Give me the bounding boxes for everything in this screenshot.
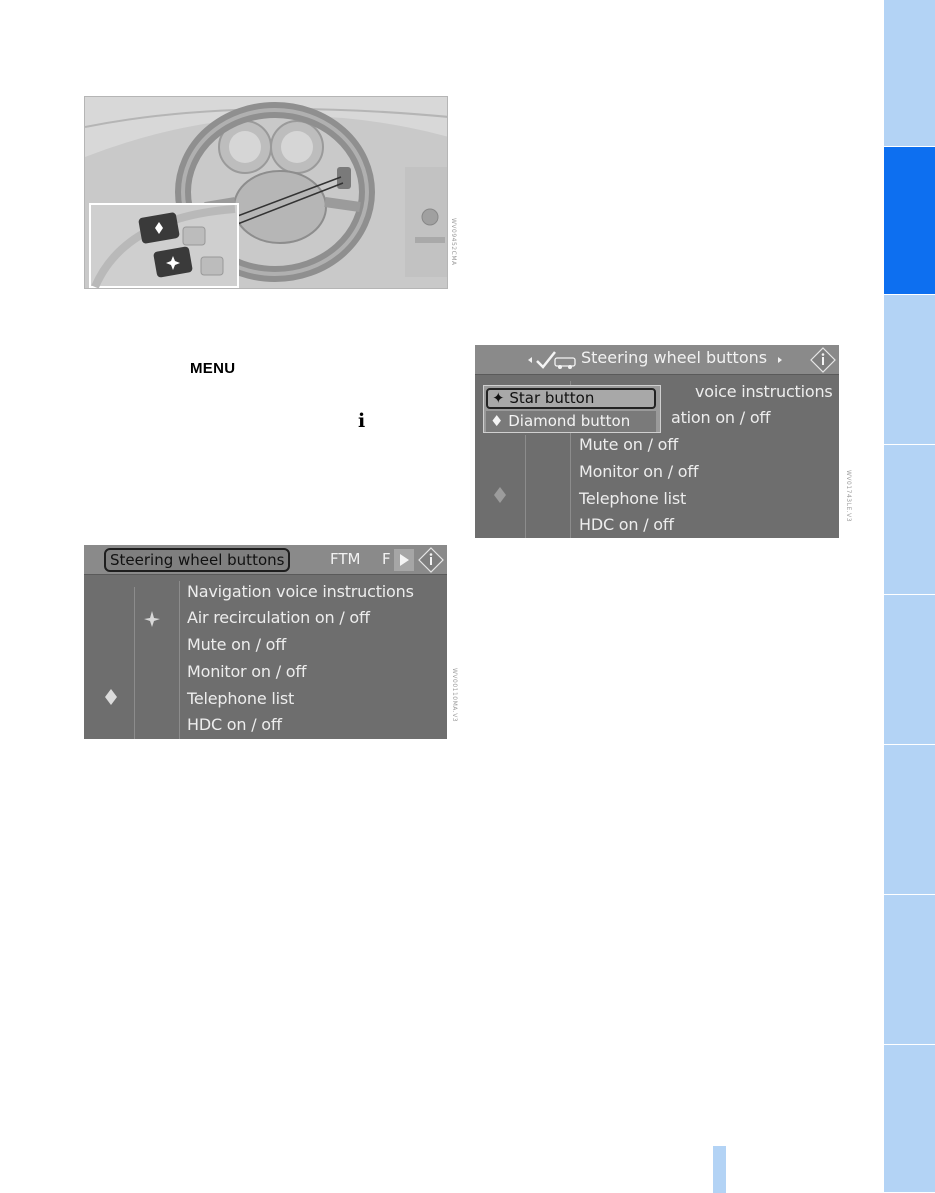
list-item[interactable]: HDC on / off	[579, 515, 674, 534]
chapter-tab-1[interactable]	[884, 0, 935, 147]
tab-f[interactable]: F	[382, 550, 391, 568]
popup-item-diamond-button[interactable]	[486, 411, 656, 432]
chapter-tab-strip	[884, 0, 935, 1193]
popup-item-label: Star button	[509, 389, 595, 407]
steering-wheel-photo	[84, 96, 448, 289]
info-icon[interactable]	[418, 547, 444, 573]
chapter-tab-6[interactable]	[884, 745, 935, 895]
steering-wheel-illustration	[85, 97, 448, 289]
play-arrow-icon	[394, 549, 414, 571]
chevron-left-icon[interactable]	[525, 351, 535, 369]
chapter-tab-2-active[interactable]	[884, 147, 935, 295]
diamond-icon	[493, 486, 507, 504]
tab-steering-wheel-buttons[interactable]: Steering wheel buttons	[104, 548, 290, 572]
list-item[interactable]: HDC on / off	[187, 715, 282, 734]
list-item[interactable]: Monitor on / off	[187, 662, 307, 681]
tab-ftm[interactable]: FTM	[330, 550, 361, 568]
menu-button-label: MENU	[190, 360, 236, 377]
chapter-tab-3[interactable]	[884, 295, 935, 445]
chevron-right-icon[interactable]	[775, 351, 785, 369]
column-divider	[525, 435, 526, 538]
list-item[interactable]: Air recirculation on / off	[187, 608, 370, 627]
list-item[interactable]: Mute on / off	[187, 635, 287, 654]
list-item-partial[interactable]: voice instructions	[695, 382, 833, 401]
chapter-tab-4[interactable]	[884, 445, 935, 595]
diamond-icon	[104, 688, 118, 706]
column-divider	[179, 581, 180, 739]
screen-title: Steering wheel buttons	[581, 348, 768, 367]
screen2-code: WV01743LE.V3	[845, 470, 852, 523]
chapter-tab-7[interactable]	[884, 895, 935, 1045]
page-number-marker	[713, 1146, 726, 1193]
diamond-icon: ♦	[490, 412, 504, 430]
chapter-tab-5[interactable]	[884, 595, 935, 745]
list-item[interactable]: Telephone list	[187, 689, 295, 708]
steering-wheel-buttons-popup-screen	[475, 345, 839, 538]
list-item[interactable]: Mute on / off	[579, 435, 679, 454]
tab-scroll-right[interactable]	[394, 549, 414, 571]
chapter-tab-8[interactable]	[884, 1045, 935, 1193]
info-icon[interactable]	[810, 347, 836, 373]
star-icon	[142, 609, 162, 629]
list-item[interactable]: Navigation voice instructions	[187, 582, 414, 601]
photo-code: WV09452CMA	[450, 218, 457, 266]
checkmark-car-icon	[535, 349, 579, 371]
info-icon: i	[358, 410, 366, 432]
popup-item-star-button[interactable]	[486, 388, 656, 409]
column-divider	[134, 587, 135, 739]
star-icon: ✦	[492, 389, 505, 407]
button-assignment-popup	[483, 385, 661, 433]
list-item[interactable]: Telephone list	[579, 489, 687, 508]
steering-wheel-buttons-screen	[84, 545, 447, 739]
popup-item-label: Diamond button	[508, 412, 631, 430]
list-item-partial[interactable]: ation on / off	[671, 408, 771, 427]
list-item[interactable]: Monitor on / off	[579, 462, 699, 481]
screen1-code: WV00110MA.V3	[451, 668, 458, 723]
